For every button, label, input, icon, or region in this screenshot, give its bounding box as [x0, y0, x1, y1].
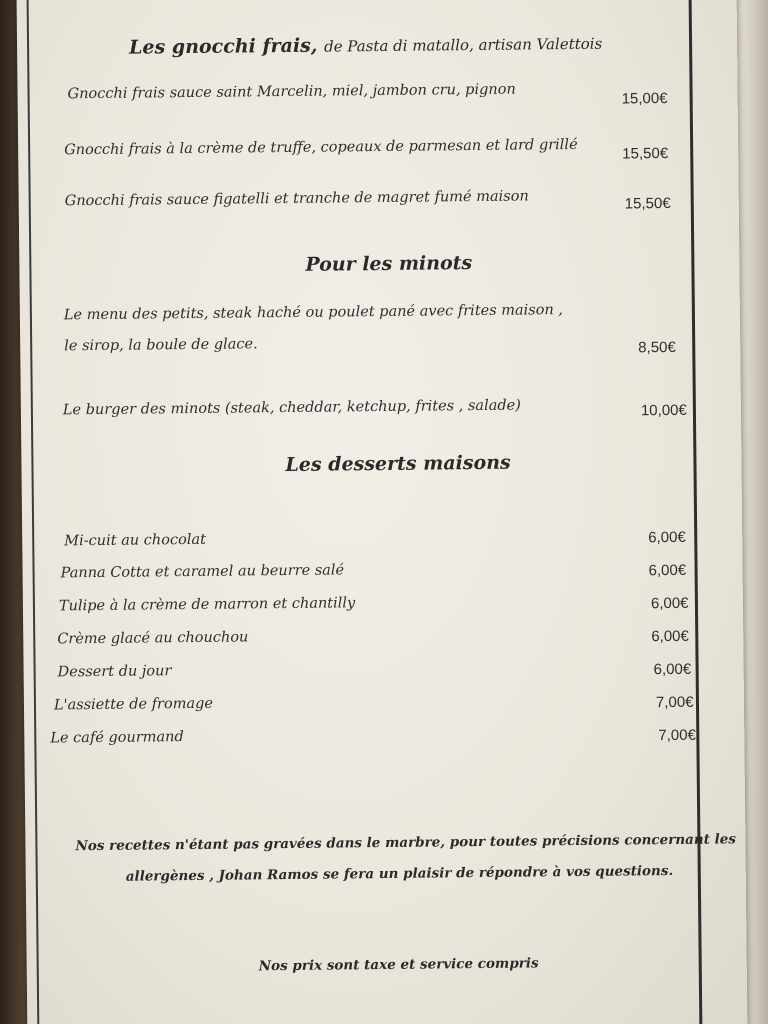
menu-item-price: 7,00€	[658, 726, 696, 745]
menu-item-name: Gnocchi frais à la crème de truffe, copeaux de parmesan et lard grillé	[64, 136, 578, 159]
gnocchi-title-main: Les gnocchi frais,	[128, 34, 318, 59]
menu-item-name: Le café gourmand	[50, 729, 184, 747]
minots-section-title: Pour les minots	[305, 252, 473, 276]
menu-item-name: Mi-cuit au chocolat	[64, 531, 207, 550]
desserts-section-title: Les desserts maisons	[285, 451, 511, 477]
menu-item-name: Le burger des minots (steak, cheddar, ketchup, frites , salade)	[62, 397, 521, 419]
prices-note: Nos prix sont taxe et service compris	[258, 955, 539, 975]
menu-content	[17, 0, 748, 1024]
menu-item-price: 6,00€	[651, 627, 689, 646]
menu-item-price: 15,50€	[622, 144, 669, 163]
menu-item-name-line2: le sirop, la boule de glace.	[64, 336, 258, 355]
menu-item-price: 10,00€	[640, 401, 687, 420]
menu-item-price: 6,00€	[648, 561, 687, 580]
menu-item-name: Gnocchi frais sauce saint Marcelin, miel, jambon cru, pignon	[67, 81, 516, 103]
menu-item-name: Dessert du jour	[57, 663, 172, 681]
menu-item-name: Gnocchi frais sauce figatelli et tranche de magret fumé maison	[64, 188, 529, 210]
menu-item-price: 15,00€	[621, 89, 668, 108]
gnocchi-title-sub: de Pasta di matallo, artisan Valettois	[323, 34, 603, 56]
allergen-note-line1: Nos recettes n'étant pas gravées dans le marbre, pour toutes précisions concernant les	[75, 831, 736, 855]
menu-item-price: 7,00€	[655, 693, 694, 712]
menu-item-price: 15,50€	[624, 194, 671, 213]
menu-item-price: 8,50€	[638, 338, 676, 357]
menu-item-name-line1: Le menu des petits, steak haché ou poulet pané avec frites maison ,	[63, 302, 564, 324]
menu-item-name: Tulipe à la crème de marron et chantilly	[58, 595, 356, 615]
allergen-note-line2: allergènes , Johan Ramos se fera un plaisir de répondre à vos questions.	[125, 862, 674, 885]
menu-item-price: 6,00€	[650, 594, 689, 613]
menu-item-name: L'assiette de fromage	[53, 695, 214, 714]
menu-item-name: Panna Cotta et caramel au beurre salé	[60, 562, 345, 582]
menu-item-price: 6,00€	[648, 528, 686, 547]
gnocchi-section-title	[129, 32, 602, 59]
menu-item-price: 6,00€	[653, 660, 692, 679]
menu-page	[17, 0, 748, 1024]
menu-item-name: Crème glacé au chouchou	[57, 629, 249, 648]
